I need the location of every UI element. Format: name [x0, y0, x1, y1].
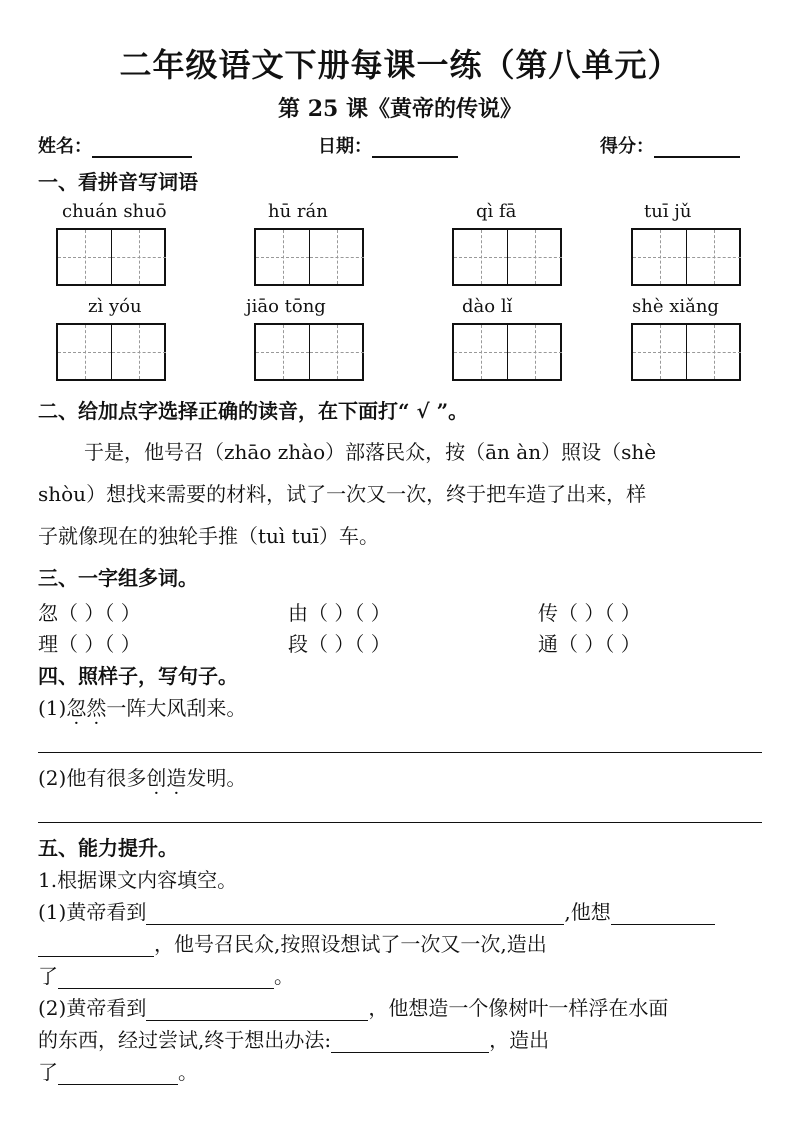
sentence-rest: 一阵大风刮来。	[106, 696, 247, 720]
writing-grid[interactable]	[452, 323, 562, 381]
character: 理	[38, 632, 58, 656]
pinyin: qì fā	[476, 201, 517, 222]
answer-line[interactable]	[38, 752, 762, 753]
text: ，他号召民众,按照设想试了一次又一次,造出	[154, 932, 547, 956]
text: 的东西，经过尝试,终于想出办法:	[38, 1028, 332, 1052]
character: 由	[288, 601, 308, 625]
example-sentence-2	[38, 762, 246, 791]
passage-line: 于是，他号召（zhāo zhào）部落民众，按（ān àn）照设（shè	[84, 440, 657, 464]
pinyin: shè xiǎng	[632, 296, 719, 317]
answer-parens[interactable]: （ ）（ ）	[308, 601, 391, 625]
section1-heading: 一、看拼音写词语	[38, 170, 198, 194]
answer-parens[interactable]: （ ）（ ）	[558, 601, 641, 625]
score-label: 得分：	[600, 136, 654, 157]
pinyin: zì yóu	[88, 296, 142, 317]
dotted-char: 忽	[66, 696, 87, 720]
character: 忽	[38, 601, 58, 625]
page-title: 二年级语文下册每课一练（第八单元）	[119, 46, 681, 84]
pinyin: dào lǐ	[462, 296, 513, 317]
fill-line	[38, 896, 715, 925]
character: 段	[288, 632, 308, 656]
word-item[interactable]	[288, 597, 391, 626]
fill-blank[interactable]	[58, 1064, 178, 1085]
question-1: 1.根据课文内容填空。	[38, 868, 238, 892]
pinyin: tuī jǔ	[644, 201, 692, 222]
name-blank[interactable]	[92, 138, 192, 158]
section2-heading: 二、给加点字选择正确的读音，在下面打“ √ ”。	[38, 399, 469, 423]
section4-heading: 四、照样子，写句子。	[38, 664, 238, 688]
sentence-rest: 发明。	[186, 766, 247, 790]
sentence-start: (2)他有很多	[38, 766, 147, 790]
word-item[interactable]	[38, 628, 141, 657]
date-label: 日期：	[318, 136, 372, 157]
text: (2)黄帝看到	[38, 996, 147, 1020]
word-item[interactable]	[288, 628, 391, 657]
section5-heading: 五、能力提升。	[38, 836, 178, 860]
fill-blank[interactable]	[38, 936, 154, 957]
date-blank[interactable]	[372, 138, 458, 158]
text: 。	[274, 964, 294, 988]
answer-parens[interactable]: （ ）（ ）	[58, 601, 141, 625]
name-field[interactable]	[38, 132, 192, 158]
fill-line	[38, 992, 668, 1021]
item-number: (1)	[38, 696, 67, 720]
fill-blank[interactable]	[146, 1000, 368, 1021]
answer-line[interactable]	[38, 822, 762, 823]
character: 传	[538, 601, 558, 625]
word-item[interactable]	[538, 628, 641, 657]
text: ，造出	[489, 1028, 550, 1052]
answer-parens[interactable]: （ ）（ ）	[308, 632, 391, 656]
dotted-char: 然	[86, 696, 107, 720]
lesson-subtitle: 第 25 课《黄帝的传说》	[278, 96, 522, 122]
writing-grid[interactable]	[56, 323, 166, 381]
answer-parens[interactable]: （ ）（ ）	[558, 632, 641, 656]
text: (1)黄帝看到	[38, 900, 147, 924]
text: ,他想	[564, 900, 611, 924]
fill-line	[38, 1024, 549, 1053]
fill-blank[interactable]	[331, 1032, 489, 1053]
character: 通	[538, 632, 558, 656]
writing-grid[interactable]	[452, 228, 562, 286]
date-field[interactable]	[318, 132, 458, 158]
passage-line: shòu）想找来需要的材料，试了一次又一次，终于把车造了出来，样	[38, 482, 647, 506]
score-blank[interactable]	[654, 138, 740, 158]
fill-line	[38, 960, 294, 989]
text: 了	[38, 1060, 58, 1084]
writing-grid[interactable]	[254, 228, 364, 286]
name-label: 姓名：	[38, 136, 92, 157]
example-sentence-1	[38, 692, 246, 721]
text: 。	[178, 1060, 198, 1084]
text: 了	[38, 964, 58, 988]
dotted-char: 创	[146, 766, 167, 790]
text: ，他想造一个像树叶一样浮在水面	[368, 996, 669, 1020]
writing-grid[interactable]	[254, 323, 364, 381]
dotted-char: 造	[166, 766, 187, 790]
writing-grid[interactable]	[56, 228, 166, 286]
score-field[interactable]	[600, 132, 740, 158]
fill-line	[38, 928, 547, 957]
fill-blank[interactable]	[146, 904, 564, 925]
fill-blank[interactable]	[58, 968, 274, 989]
word-item[interactable]	[38, 597, 141, 626]
writing-grid[interactable]	[631, 228, 741, 286]
fill-blank[interactable]	[611, 904, 715, 925]
pinyin: hū rán	[268, 201, 328, 222]
answer-parens[interactable]: （ ）（ ）	[58, 632, 141, 656]
writing-grid[interactable]	[631, 323, 741, 381]
pinyin: chuán shuō	[62, 201, 167, 222]
passage-line: 子就像现在的独轮手推（tuì tuī）车。	[38, 524, 379, 548]
word-item[interactable]	[538, 597, 641, 626]
section3-heading: 三、一字组多词。	[38, 566, 198, 590]
fill-line	[38, 1056, 198, 1085]
pinyin: jiāo tōng	[246, 296, 326, 317]
